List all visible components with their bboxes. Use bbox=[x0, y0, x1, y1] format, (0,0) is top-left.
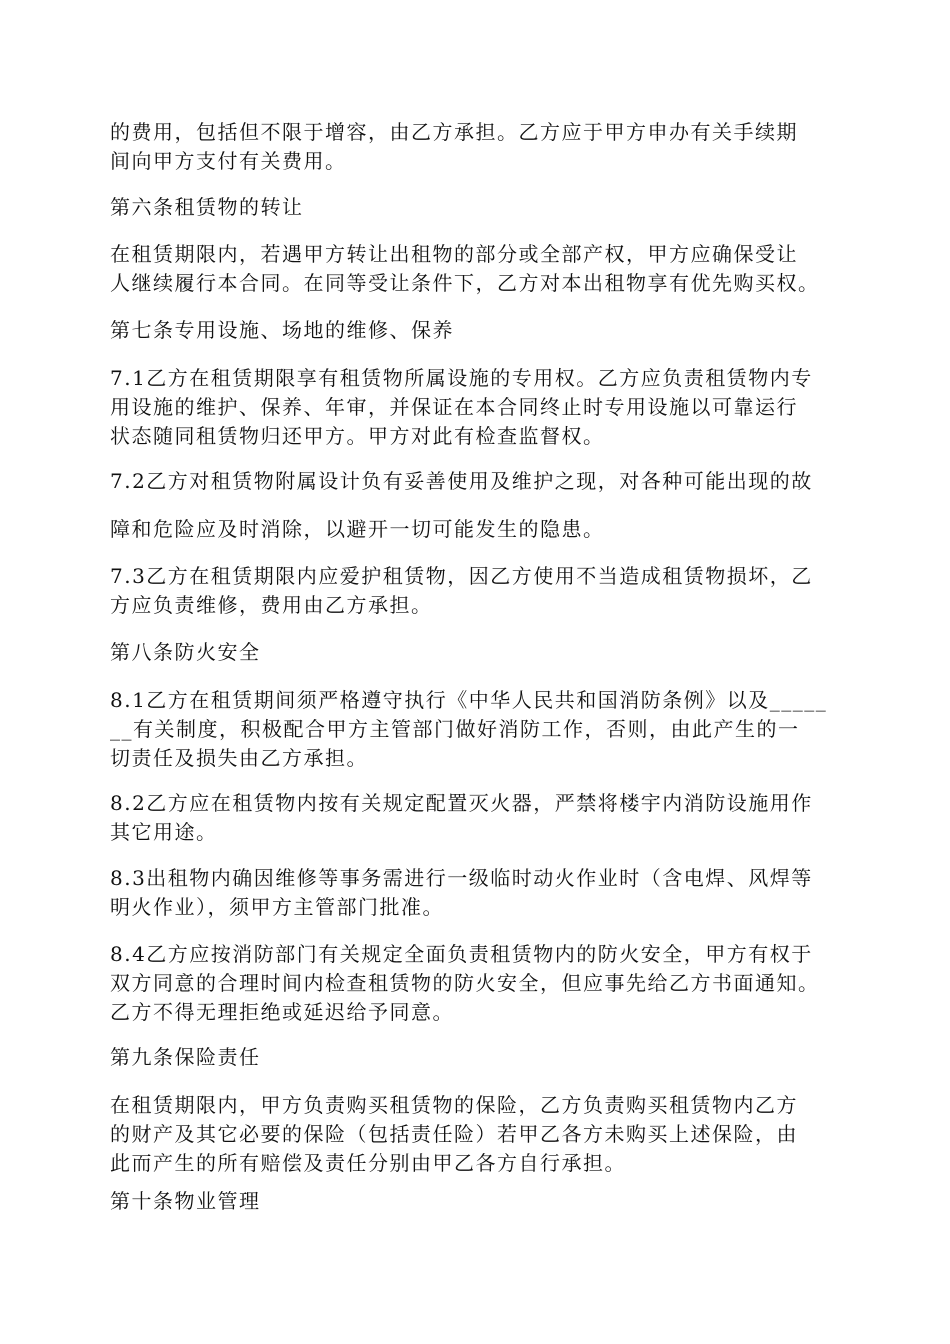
heading-text: 第十条物业管理 bbox=[110, 1189, 261, 1213]
paragraph-clause-8-4 bbox=[110, 940, 850, 1027]
text-line: __有关制度，积极配合甲方主管部门做好消防工作，否则，由此产生的一 bbox=[110, 717, 800, 741]
text-line: 人继续履行本合同。在同等受让条件下，乙方对本出租物享有优先购买权。 bbox=[110, 271, 820, 295]
paragraph-fee-continuation bbox=[110, 118, 850, 176]
text-line: 障和危险应及时消除，以避开一切可能发生的隐患。 bbox=[110, 517, 605, 541]
paragraph-clause-7-2 bbox=[110, 467, 850, 496]
text-line: 状态随同租赁物归还甲方。甲方对此有检查监督权。 bbox=[110, 424, 605, 448]
heading-text: 第六条租赁物的转让 bbox=[110, 195, 304, 219]
text-line: 的财产及其它必要的保险（包括责任险）若甲乙各方未购买上述保险，由 bbox=[110, 1122, 798, 1146]
heading-text: 第八条防火安全 bbox=[110, 640, 261, 664]
text-line: 此而产生的所有赔偿及责任分别由甲乙各方自行承担。 bbox=[110, 1151, 626, 1175]
paragraph-clause-7-3 bbox=[110, 562, 850, 620]
paragraph-article-6-body bbox=[110, 240, 850, 298]
heading-article-10 bbox=[110, 1187, 850, 1216]
text-line: 在租赁期限内，若遇甲方转让出租物的部分或全部产权，甲方应确保受让 bbox=[110, 242, 798, 266]
text-line: 8.1乙方在租赁期间须严格遵守执行《中华人民共和国消防条例》以及_____ bbox=[110, 688, 828, 712]
text-line: 8.2乙方应在租赁物内按有关规定配置灭火器，严禁将楼宇内消防设施用作 bbox=[110, 791, 813, 815]
text-line: 7.2乙方对租赁物附属设计负有妥善使用及维护之现，对各种可能出现的故 bbox=[110, 469, 813, 493]
heading-article-9 bbox=[110, 1043, 850, 1072]
paragraph-article-9-body bbox=[110, 1091, 850, 1178]
heading-text: 第七条专用设施、场地的维修、保养 bbox=[110, 318, 454, 342]
paragraph-clause-8-1 bbox=[110, 686, 850, 773]
heading-article-7 bbox=[110, 316, 850, 345]
text-line: 明火作业），须甲方主管部门批准。 bbox=[110, 895, 444, 919]
text-line: 双方同意的合理时间内检查租赁物的防火安全，但应事先给乙方书面通知。 bbox=[110, 971, 820, 995]
heading-article-8 bbox=[110, 638, 850, 667]
heading-article-6 bbox=[110, 193, 850, 222]
text-line: 8.4乙方应按消防部门有关规定全面负责租赁物内的防火安全，甲方有权于 bbox=[110, 942, 813, 966]
text-line: 的费用，包括但不限于增容，由乙方承担。乙方应于甲方申办有关手续期 bbox=[110, 120, 798, 144]
text-line: 乙方不得无理拒绝或延迟给予同意。 bbox=[110, 1000, 454, 1024]
paragraph-clause-8-2 bbox=[110, 789, 850, 847]
text-line: 其它用途。 bbox=[110, 820, 218, 844]
heading-text: 第九条保险责任 bbox=[110, 1045, 261, 1069]
text-line: 切责任及损失由乙方承担。 bbox=[110, 746, 368, 770]
text-line: 方应负责维修，费用由乙方承担。 bbox=[110, 593, 433, 617]
text-line: 用设施的维护、保养、年审，并保证在本合同终止时专用设施以可靠运行 bbox=[110, 395, 798, 419]
text-line: 7.3乙方在租赁期限内应爱护租赁物，因乙方使用不当造成租赁物损坏，乙 bbox=[110, 564, 813, 588]
text-line: 7.1乙方在租赁期限享有租赁物所属设施的专用权。乙方应负责租赁物内专 bbox=[110, 366, 813, 390]
text-line: 8.3出租物内确因维修等事务需进行一级临时动火作业时（含电焊、风焊等 bbox=[110, 866, 813, 890]
paragraph-clause-7-2-cont bbox=[110, 515, 850, 544]
paragraph-clause-8-3 bbox=[110, 864, 850, 922]
text-line: 间向甲方支付有关费用。 bbox=[110, 149, 347, 173]
paragraph-clause-7-1 bbox=[110, 364, 850, 451]
text-line: 在租赁期限内，甲方负责购买租赁物的保险，乙方负责购买租赁物内乙方 bbox=[110, 1093, 798, 1117]
